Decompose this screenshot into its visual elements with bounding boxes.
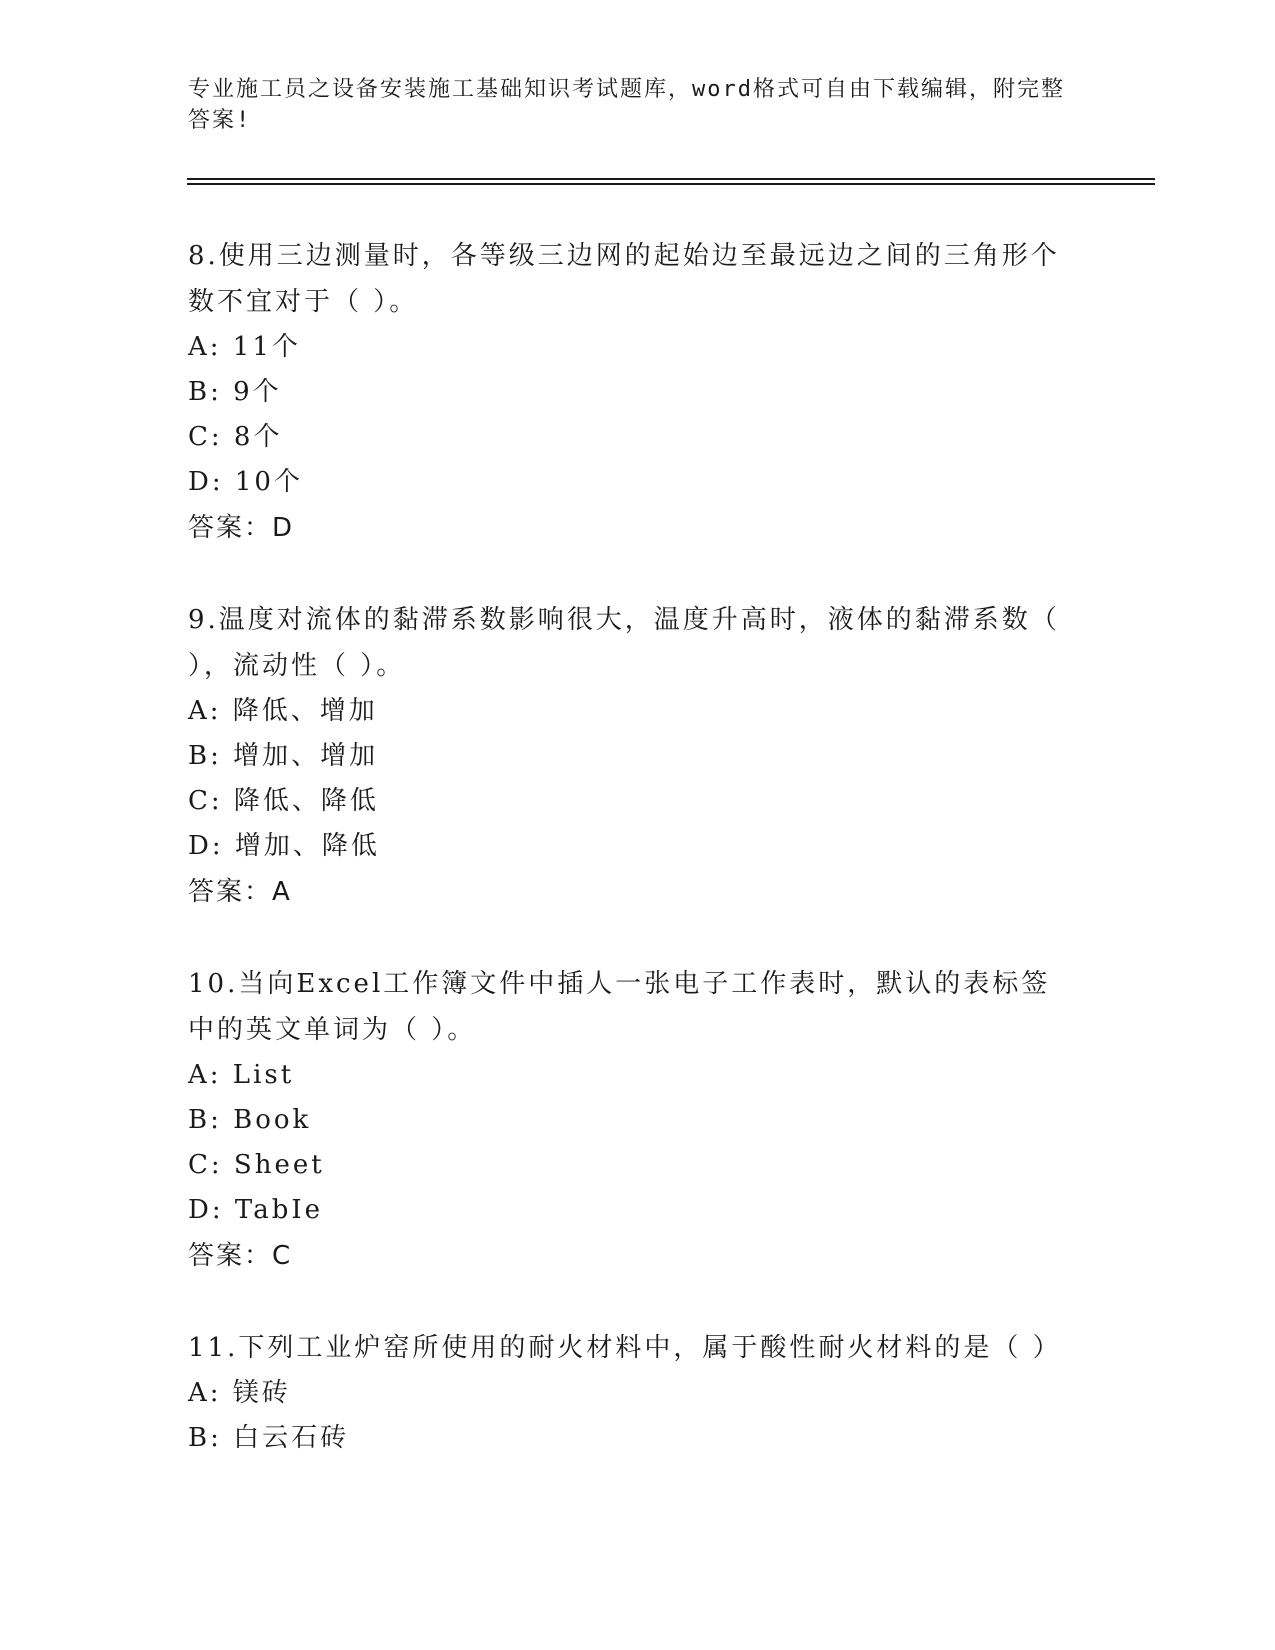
option-a: A: List [188, 1060, 295, 1090]
question-11 [188, 1325, 1068, 1461]
answer: 答案：A [188, 877, 292, 907]
option-b: B: 9个 [188, 377, 282, 407]
question-stem: 8.使用三边测量时，各等级三边网的起始边至最远边之间的三角形个数不宜对于（ ）。 [188, 241, 1060, 317]
option-b: B: Book [188, 1105, 312, 1135]
question-stem: 9.温度对流体的黏滞系数影响很大，温度升高时，液体的黏滞系数（ ），流动性（ ）。 [188, 605, 1060, 681]
option-b: B: 增加、增加 [188, 741, 379, 771]
option-d: D: 10个 [188, 467, 303, 497]
option-c: C: 8个 [188, 422, 283, 452]
option-c: C: 降低、降低 [188, 786, 379, 816]
question-10 [188, 961, 1068, 1279]
document-header: 专业施工员之设备安装施工基础知识考试题库，word格式可自由下载编辑，附完整答案! [188, 77, 1065, 133]
answer: 答案：C [188, 1241, 293, 1271]
question-stem: 10.当向Excel工作簿文件中插人一张电子工作表时，默认的表标签中的英文单词为（ ）。 [188, 969, 1051, 1045]
question-stem: 11.下列工业炉窑所使用的耐火材料中，属于酸性耐火材料的是（ ） [188, 1333, 1062, 1363]
question-9 [188, 597, 1068, 915]
header-divider-top [187, 178, 1155, 180]
option-b: B: 白云石砖 [188, 1423, 350, 1453]
option-a: A: 降低、增加 [188, 696, 378, 726]
option-a: A: 镁砖 [188, 1378, 291, 1408]
option-d: D: TabIe [188, 1195, 323, 1225]
header-divider-bottom [187, 183, 1155, 185]
option-d: D: 增加、降低 [188, 831, 380, 861]
answer: 答案：D [188, 513, 295, 543]
question-8 [188, 233, 1068, 551]
option-a: A: 11个 [188, 332, 301, 362]
option-c: C: Sheet [188, 1150, 325, 1180]
